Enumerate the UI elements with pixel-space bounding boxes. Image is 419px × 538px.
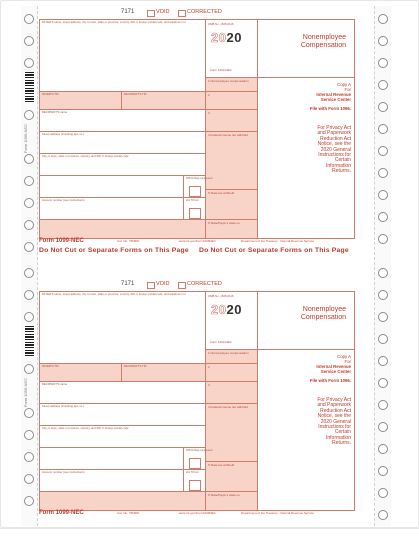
- do-not-cut-notice: [39, 247, 355, 254]
- fatca-checkbox: [189, 458, 201, 469]
- tractor-hole: [378, 124, 388, 134]
- tractor-hole: [378, 488, 388, 498]
- tractor-hole: [24, 154, 34, 164]
- omb-number: OMB No. 1545-0116: [208, 22, 234, 26]
- tractor-hole: [378, 312, 388, 322]
- copy-a-text: Copy A For Internal Revenue Service Center File with Form 1096.: [309, 354, 351, 383]
- tractor-hole: [378, 80, 388, 90]
- void-checkbox: [147, 282, 155, 289]
- box-1: 1 Nonemployee compensation: [206, 350, 258, 364]
- right-tractor-strip: [374, 6, 391, 526]
- tractor-hole: [24, 110, 34, 120]
- copy-a-panel: [258, 78, 354, 242]
- box-2: 2: [206, 364, 258, 382]
- tractor-hole: [378, 444, 388, 454]
- corrected-checkbox: [178, 10, 186, 17]
- tractor-hole: [378, 36, 388, 46]
- box-4: 4 Federal income tax withheld: [206, 404, 258, 462]
- payer-tin-box: PAYER'S TIN: [40, 364, 122, 382]
- second-tin-box: 2nd TIN not.: [184, 470, 206, 492]
- street-address-box: Street address (including apt. no.): [40, 132, 206, 154]
- form-code: 7171: [121, 281, 135, 287]
- tractor-hole: [378, 334, 388, 344]
- catalog-number: Cat. No. 72590N: [117, 511, 140, 515]
- gallery-divider: [0, 528, 419, 529]
- form-header: [39, 9, 239, 19]
- void-label: VOID: [156, 9, 170, 15]
- treasury-department: Department of the Treasury - Internal Revenue Service: [241, 239, 314, 243]
- tax-year: 2020: [211, 30, 242, 45]
- tractor-hole: [378, 234, 388, 244]
- tractor-hole: [24, 268, 34, 278]
- fatca-box: FATCA filing requirement: [184, 448, 206, 470]
- city-box: City or town, state or province, country, and ZIP or foreign postal code: [40, 426, 206, 448]
- tractor-hole: [378, 58, 388, 68]
- strip-label: Form 1099-NEC: [23, 378, 28, 408]
- account-number-box: Account number (see instructions): [40, 470, 184, 492]
- void-label: VOID: [156, 281, 170, 287]
- do-not-cut-right: Do Not Cut or Separate Forms on This Page: [199, 247, 349, 254]
- tractor-hole: [24, 430, 34, 440]
- form-grid: [39, 291, 355, 511]
- tractor-hole: [378, 168, 388, 178]
- irs-website: www.irs.gov/Form1099NEC: [179, 511, 216, 515]
- account-number-box: Account number (see instructions): [40, 198, 184, 220]
- recipient-name-box: RECIPIENT'S name: [40, 110, 206, 132]
- left-tractor-strip: [21, 6, 38, 526]
- box-5: 5 State tax withheld: [206, 462, 258, 492]
- tractor-hole: [378, 212, 388, 222]
- box-6: 6 State/Payer's state no.: [206, 492, 258, 510]
- second-tin-checkbox: [189, 480, 201, 491]
- copy-a-text: Copy A For Internal Revenue Service Center File with Form 1096.: [309, 82, 351, 111]
- corrected-checkbox: [178, 282, 186, 289]
- corrected-label: CORRECTED: [187, 281, 222, 287]
- tractor-hole: [378, 466, 388, 476]
- blank-box: [40, 176, 184, 198]
- payer-name-box: PAYER'S name, street address, city or town, state or province, country, ZIP or foreign postal code, and telephone no.: [40, 20, 206, 92]
- form-footer: [39, 510, 355, 518]
- form-title: Nonemployee Compensation: [300, 34, 346, 49]
- privacy-notice: For Privacy Act and Paperwork Reduction Act Notice, see the 2020 General Instructions for Certain Information Returns.: [317, 125, 351, 175]
- payer-name-box: PAYER'S name, street address, city or town, state or province, country, ZIP or foreign postal code, and telephone no.: [40, 292, 206, 364]
- form-name: Form 1099-NEC: [210, 68, 232, 72]
- tractor-hole: [24, 496, 34, 506]
- tractor-hole: [24, 474, 34, 484]
- tractor-hole: [378, 102, 388, 112]
- tractor-hole: [378, 422, 388, 432]
- tractor-hole: [24, 58, 34, 68]
- form-code: 7171: [121, 9, 135, 15]
- form-title: Nonemployee Compensation: [300, 306, 346, 321]
- box-6: 6 State/Payer's state no.: [206, 220, 258, 238]
- blank-state-row: [40, 492, 206, 510]
- recipient-tin-box: RECIPIENT'S TIN: [122, 364, 206, 382]
- omb-number: OMB No. 1545-0116: [208, 294, 234, 298]
- barcode: [25, 72, 34, 102]
- tractor-hole: [378, 356, 388, 366]
- city-box: City or town, state or province, country, and ZIP or foreign postal code: [40, 154, 206, 176]
- void-checkbox: [147, 10, 155, 17]
- treasury-department: Department of the Treasury - Internal Revenue Service: [241, 511, 314, 515]
- second-tin-box: 2nd TIN not.: [184, 198, 206, 220]
- tractor-hole: [24, 408, 34, 418]
- box-5: 5 State tax withheld: [206, 190, 258, 220]
- corrected-label: CORRECTED: [187, 9, 222, 15]
- tractor-hole: [378, 146, 388, 156]
- form-1099-nec-bottom: [39, 281, 355, 521]
- fatca-box: FATCA filing requirement: [184, 176, 206, 198]
- box-3: 3: [206, 382, 258, 404]
- catalog-number: Cat. No. 72590N: [117, 239, 140, 243]
- copy-a-panel: [258, 350, 354, 514]
- box-2: 2: [206, 92, 258, 110]
- year-box: [206, 292, 258, 350]
- tractor-hole: [378, 378, 388, 388]
- street-address-box: Street address (including apt. no.): [40, 404, 206, 426]
- tractor-hole: [24, 364, 34, 374]
- tractor-hole: [24, 290, 34, 300]
- form-footer: [39, 238, 355, 246]
- strip-label: Form 1099-NEC: [23, 124, 28, 154]
- tractor-hole: [24, 220, 34, 230]
- do-not-cut-left: Do Not Cut or Separate Forms on This Page: [39, 247, 189, 254]
- tractor-hole: [378, 190, 388, 200]
- form-name: Form 1099-NEC: [210, 340, 232, 344]
- tractor-hole: [378, 290, 388, 300]
- tractor-hole: [378, 14, 388, 24]
- footer-form-name: Form 1099-NEC: [39, 238, 84, 244]
- second-tin-checkbox: [189, 208, 201, 219]
- tractor-hole: [24, 452, 34, 462]
- tractor-hole: [378, 510, 388, 520]
- tractor-hole: [378, 268, 388, 278]
- fatca-checkbox: [189, 186, 201, 197]
- barcode: [25, 326, 34, 356]
- box-4: 4 Federal income tax withheld: [206, 132, 258, 190]
- recipient-tin-box: RECIPIENT'S TIN: [122, 92, 206, 110]
- title-box: [258, 20, 354, 78]
- privacy-notice: For Privacy Act and Paperwork Reduction Act Notice, see the 2020 General Instructions for Certain Information Returns.: [317, 397, 351, 447]
- payer-tin-box: PAYER'S TIN: [40, 92, 122, 110]
- tractor-hole: [24, 176, 34, 186]
- tractor-hole: [24, 242, 34, 252]
- recipient-name-box: RECIPIENT'S name: [40, 382, 206, 404]
- tractor-hole: [378, 400, 388, 410]
- tractor-hole: [24, 198, 34, 208]
- blank-box: [40, 448, 184, 470]
- form-header: [39, 281, 239, 291]
- year-box: [206, 20, 258, 78]
- tractor-hole: [24, 14, 34, 24]
- box-3: 3: [206, 110, 258, 132]
- blank-state-row: [40, 220, 206, 238]
- footer-form-name: Form 1099-NEC: [39, 510, 84, 516]
- title-box: [258, 292, 354, 350]
- tractor-hole: [24, 36, 34, 46]
- tax-year: 2020: [211, 302, 242, 317]
- box-1: 1 Nonemployee compensation: [206, 78, 258, 92]
- tractor-hole: [24, 312, 34, 322]
- form-1099-nec-top: [39, 9, 355, 249]
- irs-website: www.irs.gov/Form1099NEC: [179, 239, 216, 243]
- form-grid: [39, 19, 355, 239]
